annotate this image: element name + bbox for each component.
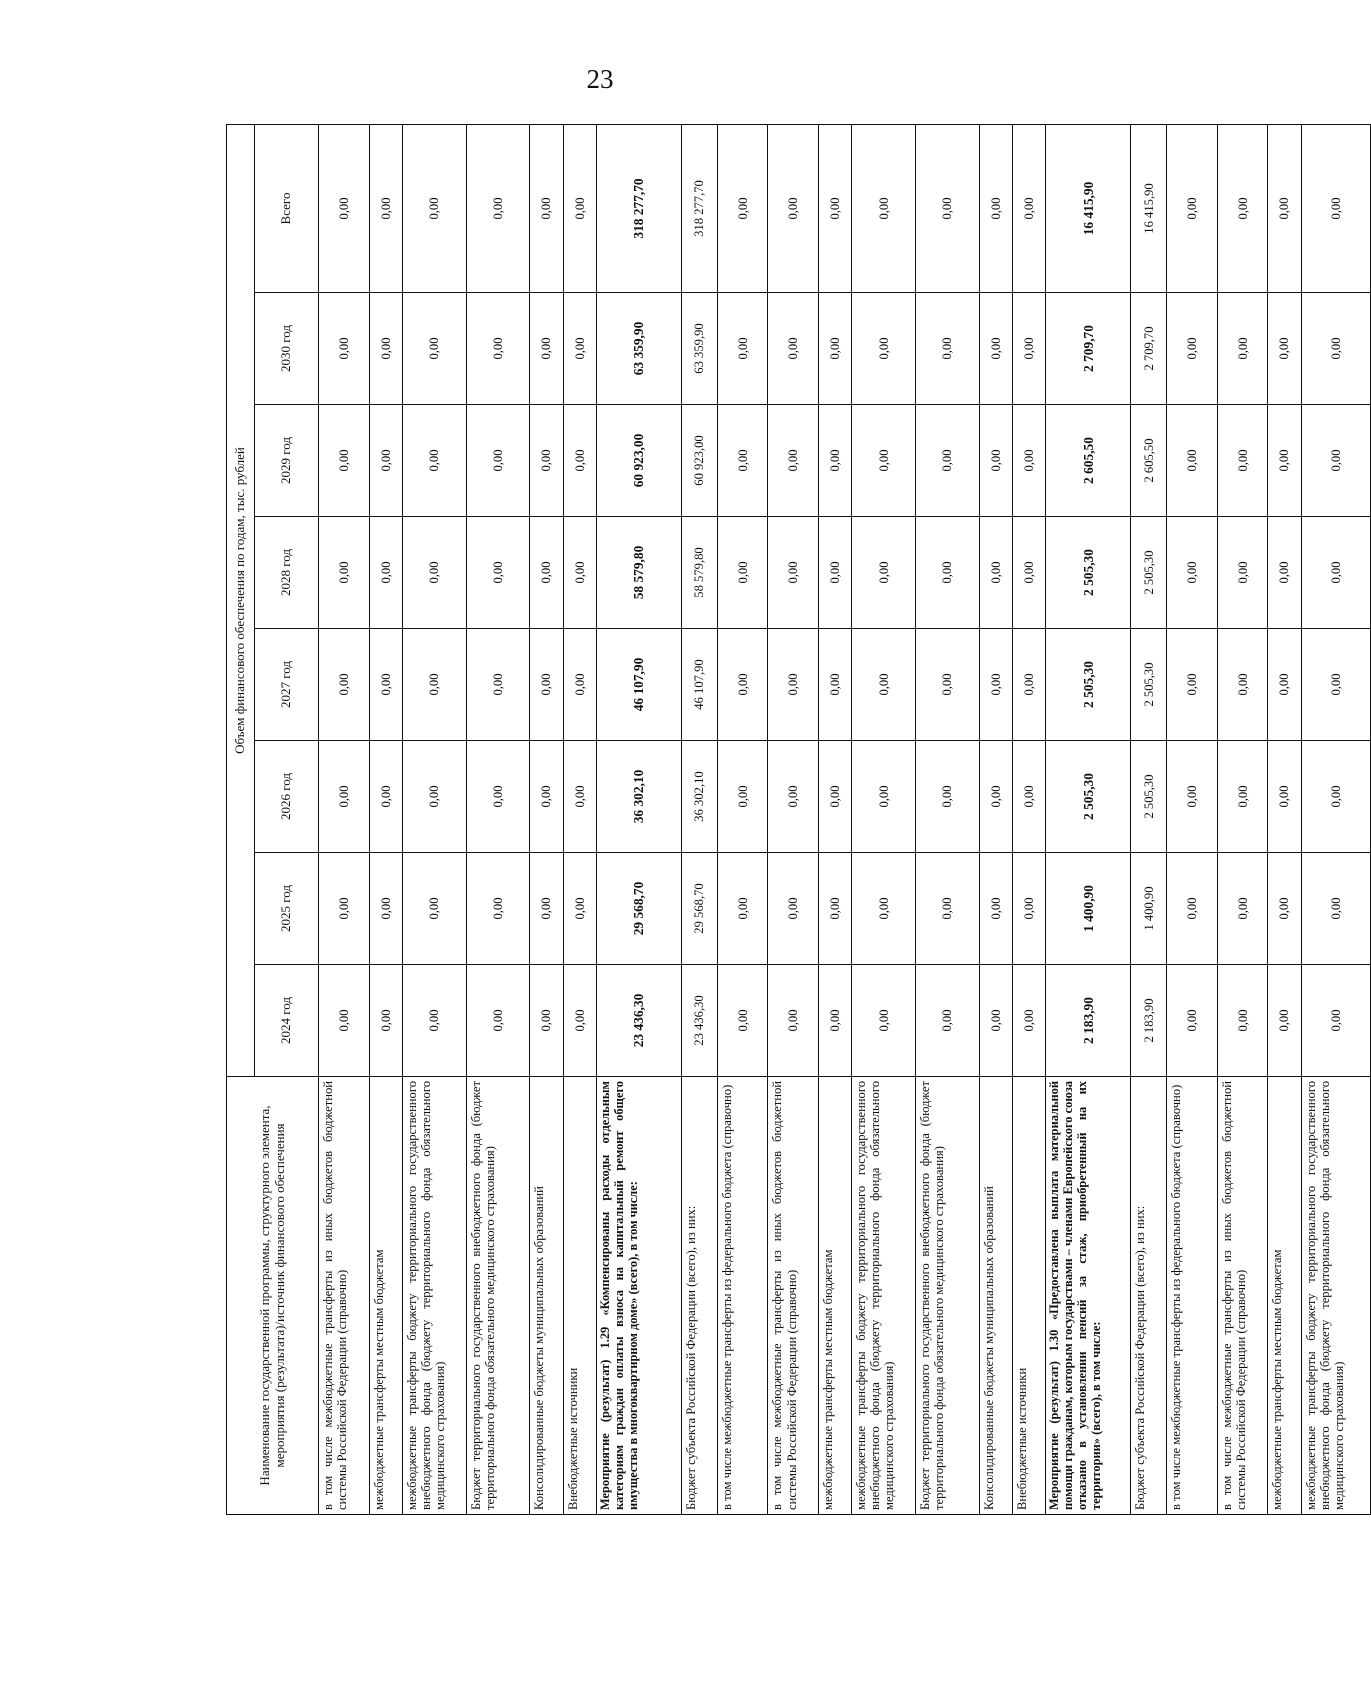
year-header: 2026 год	[255, 741, 319, 853]
row-value: 2 183,90	[1046, 965, 1131, 1077]
table-row	[1167, 124, 1218, 1514]
row-source-name: межбюджетные трансферты местным бюджетам	[1268, 1077, 1301, 1515]
year-header: 2025 год	[255, 853, 319, 965]
table-row	[916, 124, 980, 1514]
row-value: 0,00	[979, 629, 1012, 741]
row-value: 0,00	[1167, 741, 1218, 853]
row-value: 0,00	[1301, 517, 1370, 629]
row-value: 2 505,30	[1131, 741, 1167, 853]
row-value: 29 568,70	[596, 853, 681, 965]
row-value: 0,00	[466, 405, 530, 517]
row-value: 0,00	[768, 853, 819, 965]
row-value: 0,00	[1217, 629, 1268, 741]
row-value: 0,00	[369, 405, 402, 517]
row-value: 0,00	[1013, 293, 1046, 405]
row-value: 0,00	[916, 853, 980, 965]
row-value: 0,00	[818, 405, 851, 517]
row-value: 0,00	[818, 853, 851, 965]
row-value: 0,00	[466, 517, 530, 629]
row-value: 60 923,00	[682, 405, 718, 517]
row-value: 0,00	[818, 293, 851, 405]
row-value: 0,00	[1268, 517, 1301, 629]
row-value: 36 302,10	[682, 741, 718, 853]
row-value: 0,00	[818, 741, 851, 853]
row-value: 16 415,90	[1046, 124, 1131, 292]
row-value: 0,00	[530, 853, 563, 965]
row-value: 0,00	[563, 293, 596, 405]
row-value: 0,00	[1268, 405, 1301, 517]
row-value: 0,00	[916, 629, 980, 741]
row-value: 0,00	[768, 965, 819, 1077]
row-value: 0,00	[369, 293, 402, 405]
row-value: 0,00	[466, 124, 530, 292]
row-value: 0,00	[1301, 965, 1370, 1077]
row-value: 0,00	[979, 965, 1012, 1077]
row-value: 0,00	[369, 124, 402, 292]
row-value: 0,00	[466, 853, 530, 965]
row-value: 0,00	[1167, 517, 1218, 629]
row-value: 0,00	[1217, 853, 1268, 965]
table-row	[596, 124, 681, 1514]
row-source-name: в том числе межбюджетные трансферты из иных бюджетов бюджетной системы Российской Федерации (справочно)	[768, 1077, 819, 1515]
row-value: 0,00	[319, 965, 370, 1077]
column-group-header: Объем финансового обеспечения по годам, тыс. рублей	[227, 124, 255, 1076]
row-source-name: Мероприятие (результат) 1.29 «Компенсированы расходы отдельным категориям граждан оплаты взноса на капитальный ремонт общего имущества в многоквартирном доме» (всего), в том числе:	[596, 1077, 681, 1515]
row-value: 0,00	[402, 853, 466, 965]
row-value: 0,00	[1301, 405, 1370, 517]
row-value: 2 505,30	[1131, 517, 1167, 629]
row-value: 0,00	[852, 517, 916, 629]
row-source-name: в том числе межбюджетные трансферты из федерального бюджета (справочно)	[1167, 1077, 1218, 1515]
row-value: 0,00	[1268, 853, 1301, 965]
row-value: 0,00	[818, 517, 851, 629]
row-value: 46 107,90	[682, 629, 718, 741]
row-value: 0,00	[530, 965, 563, 1077]
row-source-name: межбюджетные трансферты местным бюджетам	[369, 1077, 402, 1515]
row-value: 0,00	[1013, 517, 1046, 629]
table-row	[563, 124, 596, 1514]
table-row	[1217, 124, 1268, 1514]
row-value: 0,00	[1013, 629, 1046, 741]
row-value: 2 505,30	[1046, 629, 1131, 741]
row-value: 0,00	[530, 293, 563, 405]
row-value: 0,00	[466, 293, 530, 405]
row-value: 63 359,90	[596, 293, 681, 405]
row-value: 0,00	[852, 853, 916, 965]
row-value: 0,00	[717, 853, 768, 965]
row-value: 0,00	[563, 629, 596, 741]
row-value: 0,00	[1301, 124, 1370, 292]
row-value: 0,00	[717, 293, 768, 405]
row-source-name: Мероприятие (результат) 1.30 «Предоставлена выплата материальной помощи гражданам, которым государствами – членами Европейского союза отказано в установлении пенсий за стаж, приобретенный на их территории» (всего), в том числе:	[1046, 1077, 1131, 1515]
table-row	[466, 124, 530, 1514]
row-value: 2 505,30	[1046, 741, 1131, 853]
table-row	[369, 124, 402, 1514]
row-value: 23 436,30	[596, 965, 681, 1077]
row-value: 0,00	[1167, 629, 1218, 741]
row-value: 0,00	[979, 124, 1012, 292]
row-source-name: межбюджетные трансферты бюджету территориального государственного внебюджетного фонда (бюджету территориального фонда обязательного медицинского страхования)	[852, 1077, 916, 1515]
row-value: 46 107,90	[596, 629, 681, 741]
row-value: 0,00	[1217, 741, 1268, 853]
row-source-name: в том числе межбюджетные трансферты из иных бюджетов бюджетной системы Российской Федерации (справочно)	[319, 1077, 370, 1515]
row-value: 0,00	[852, 965, 916, 1077]
row-value: 0,00	[768, 517, 819, 629]
row-source-name: Бюджет субъекта Российской Федерации (всего), из них:	[682, 1077, 718, 1515]
row-value: 0,00	[818, 629, 851, 741]
row-value: 0,00	[979, 405, 1012, 517]
row-value: 1 400,90	[1131, 853, 1167, 965]
row-value: 0,00	[717, 629, 768, 741]
row-value: 58 579,80	[596, 517, 681, 629]
table-row	[717, 124, 768, 1514]
row-value: 0,00	[369, 741, 402, 853]
row-value: 0,00	[319, 293, 370, 405]
row-value: 1 400,90	[1046, 853, 1131, 965]
row-value: 0,00	[1167, 405, 1218, 517]
row-value: 0,00	[319, 405, 370, 517]
row-value: 0,00	[979, 741, 1012, 853]
row-value: 0,00	[852, 629, 916, 741]
row-value: 0,00	[852, 405, 916, 517]
row-value: 0,00	[563, 853, 596, 965]
row-value: 0,00	[852, 293, 916, 405]
row-value: 0,00	[1268, 124, 1301, 292]
row-source-name: Консолидированные бюджеты муниципальных образований	[979, 1077, 1012, 1515]
row-source-name: Бюджет территориального государственного внебюджетного фонда (бюджет территориального фонда обязательного медицинского страхования)	[916, 1077, 980, 1515]
row-value: 0,00	[916, 965, 980, 1077]
row-value: 0,00	[979, 517, 1012, 629]
row-source-name: межбюджетные трансферты бюджету территориального государственного внебюджетного фонда (бюджету территориального фонда обязательного медицинского страхования)	[1301, 1077, 1370, 1515]
row-value: 0,00	[319, 517, 370, 629]
row-value: 2 183,90	[1131, 965, 1167, 1077]
row-value: 0,00	[768, 293, 819, 405]
row-source-name: межбюджетные трансферты бюджету территориального государственного внебюджетного фонда (бюджету территориального фонда обязательного медицинского страхования)	[402, 1077, 466, 1515]
table-row	[768, 124, 819, 1514]
row-value: 0,00	[1217, 517, 1268, 629]
table-row	[319, 124, 370, 1514]
row-value: 0,00	[1167, 965, 1218, 1077]
row-value: 0,00	[466, 965, 530, 1077]
row-value: 0,00	[1301, 741, 1370, 853]
year-header: 2027 год	[255, 629, 319, 741]
table-row	[1131, 124, 1167, 1514]
year-header: 2030 год	[255, 293, 319, 405]
row-value: 0,00	[979, 293, 1012, 405]
row-value: 0,00	[1013, 853, 1046, 965]
row-value: 0,00	[1301, 629, 1370, 741]
row-value: 0,00	[916, 293, 980, 405]
table-row	[979, 124, 1012, 1514]
table-row	[852, 124, 916, 1514]
row-value: 0,00	[1167, 124, 1218, 292]
row-value: 0,00	[916, 517, 980, 629]
row-value: 0,00	[530, 405, 563, 517]
row-value: 0,00	[563, 741, 596, 853]
year-header: Всего	[255, 124, 319, 292]
row-value: 318 277,70	[596, 124, 681, 292]
table-row	[682, 124, 718, 1514]
row-value: 0,00	[402, 741, 466, 853]
row-value: 0,00	[916, 124, 980, 292]
row-value: 0,00	[768, 741, 819, 853]
row-value: 16 415,90	[1131, 124, 1167, 292]
row-value: 0,00	[1268, 741, 1301, 853]
row-value: 0,00	[319, 853, 370, 965]
row-value: 0,00	[852, 124, 916, 292]
row-value: 0,00	[1268, 965, 1301, 1077]
row-value: 0,00	[1013, 405, 1046, 517]
row-value: 0,00	[768, 629, 819, 741]
row-value: 36 302,10	[596, 741, 681, 853]
row-value: 0,00	[1013, 741, 1046, 853]
row-value: 0,00	[1268, 629, 1301, 741]
row-source-name: Бюджет территориального государственного внебюджетного фонда (бюджет территориального фонда обязательного медицинского страхования)	[466, 1077, 530, 1515]
row-value: 0,00	[402, 405, 466, 517]
row-value: 0,00	[402, 124, 466, 292]
row-value: 0,00	[319, 741, 370, 853]
row-value: 0,00	[369, 517, 402, 629]
row-value: 0,00	[717, 517, 768, 629]
year-header: 2029 год	[255, 405, 319, 517]
row-value: 0,00	[319, 629, 370, 741]
table-row	[1268, 124, 1301, 1514]
table-row	[1301, 124, 1370, 1514]
row-value: 23 436,30	[682, 965, 718, 1077]
row-value: 0,00	[916, 741, 980, 853]
row-source-name: Внебюджетные источники	[563, 1077, 596, 1515]
table-row	[402, 124, 466, 1514]
row-value: 0,00	[402, 965, 466, 1077]
row-value: 0,00	[530, 124, 563, 292]
year-header: 2028 год	[255, 517, 319, 629]
row-value: 29 568,70	[682, 853, 718, 965]
row-source-name: Консолидированные бюджеты муниципальных образований	[530, 1077, 563, 1515]
row-value: 0,00	[717, 405, 768, 517]
row-value: 2 709,70	[1046, 293, 1131, 405]
row-value: 318 277,70	[682, 124, 718, 292]
row-value: 2 605,50	[1131, 405, 1167, 517]
row-source-name: межбюджетные трансферты местным бюджетам	[818, 1077, 851, 1515]
row-value: 0,00	[402, 517, 466, 629]
row-value: 0,00	[1217, 965, 1268, 1077]
row-value: 0,00	[369, 629, 402, 741]
row-value: 0,00	[818, 965, 851, 1077]
table-row	[1013, 124, 1046, 1514]
row-value: 2 605,50	[1046, 405, 1131, 517]
row-value: 0,00	[717, 124, 768, 292]
row-value: 0,00	[530, 517, 563, 629]
row-value: 0,00	[563, 124, 596, 292]
table-row	[530, 124, 563, 1514]
row-value: 0,00	[563, 405, 596, 517]
row-value: 0,00	[717, 965, 768, 1077]
row-value: 0,00	[563, 965, 596, 1077]
row-value: 58 579,80	[682, 517, 718, 629]
row-source-name: в том числе межбюджетные трансферты из федерального бюджета (справочно)	[717, 1077, 768, 1515]
row-source-name: в том числе межбюджетные трансферты из иных бюджетов бюджетной системы Российской Федерации (справочно)	[1217, 1077, 1268, 1515]
row-source-name: Внебюджетные источники	[1013, 1077, 1046, 1515]
row-value: 0,00	[1167, 293, 1218, 405]
row-value: 0,00	[369, 853, 402, 965]
row-value: 60 923,00	[596, 405, 681, 517]
row-value: 63 359,90	[682, 293, 718, 405]
row-value: 0,00	[852, 741, 916, 853]
row-value: 2 505,30	[1131, 629, 1167, 741]
row-value: 2 505,30	[1046, 517, 1131, 629]
row-value: 0,00	[768, 124, 819, 292]
row-value: 0,00	[979, 853, 1012, 965]
column-header-name: Наименование государственной программы, структурного элемента, мероприятия (результата)/источник финансового обеспечения	[227, 1077, 319, 1515]
row-value: 2 709,70	[1131, 293, 1167, 405]
row-value: 0,00	[1217, 124, 1268, 292]
financing-table	[226, 124, 1371, 1515]
row-value: 0,00	[1167, 853, 1218, 965]
row-value: 0,00	[466, 741, 530, 853]
row-value: 0,00	[466, 629, 530, 741]
page-number: 23	[586, 64, 614, 94]
year-header: 2024 год	[255, 965, 319, 1077]
row-value: 0,00	[1013, 965, 1046, 1077]
row-value: 0,00	[319, 124, 370, 292]
row-value: 0,00	[1268, 293, 1301, 405]
row-value: 0,00	[1301, 293, 1370, 405]
row-value: 0,00	[1217, 293, 1268, 405]
row-value: 0,00	[916, 405, 980, 517]
row-value: 0,00	[369, 965, 402, 1077]
table-row	[1046, 124, 1131, 1514]
table-row	[818, 124, 851, 1514]
row-value: 0,00	[1013, 124, 1046, 292]
rotated-table-container	[226, 125, 1371, 1515]
row-value: 0,00	[717, 741, 768, 853]
row-value: 0,00	[1217, 405, 1268, 517]
row-value: 0,00	[530, 629, 563, 741]
row-value: 0,00	[768, 405, 819, 517]
row-value: 0,00	[402, 629, 466, 741]
row-source-name: Бюджет субъекта Российской Федерации (всего), из них:	[1131, 1077, 1167, 1515]
row-value: 0,00	[563, 517, 596, 629]
row-value: 0,00	[818, 124, 851, 292]
row-value: 0,00	[530, 741, 563, 853]
row-value: 0,00	[1301, 853, 1370, 965]
row-value: 0,00	[402, 293, 466, 405]
